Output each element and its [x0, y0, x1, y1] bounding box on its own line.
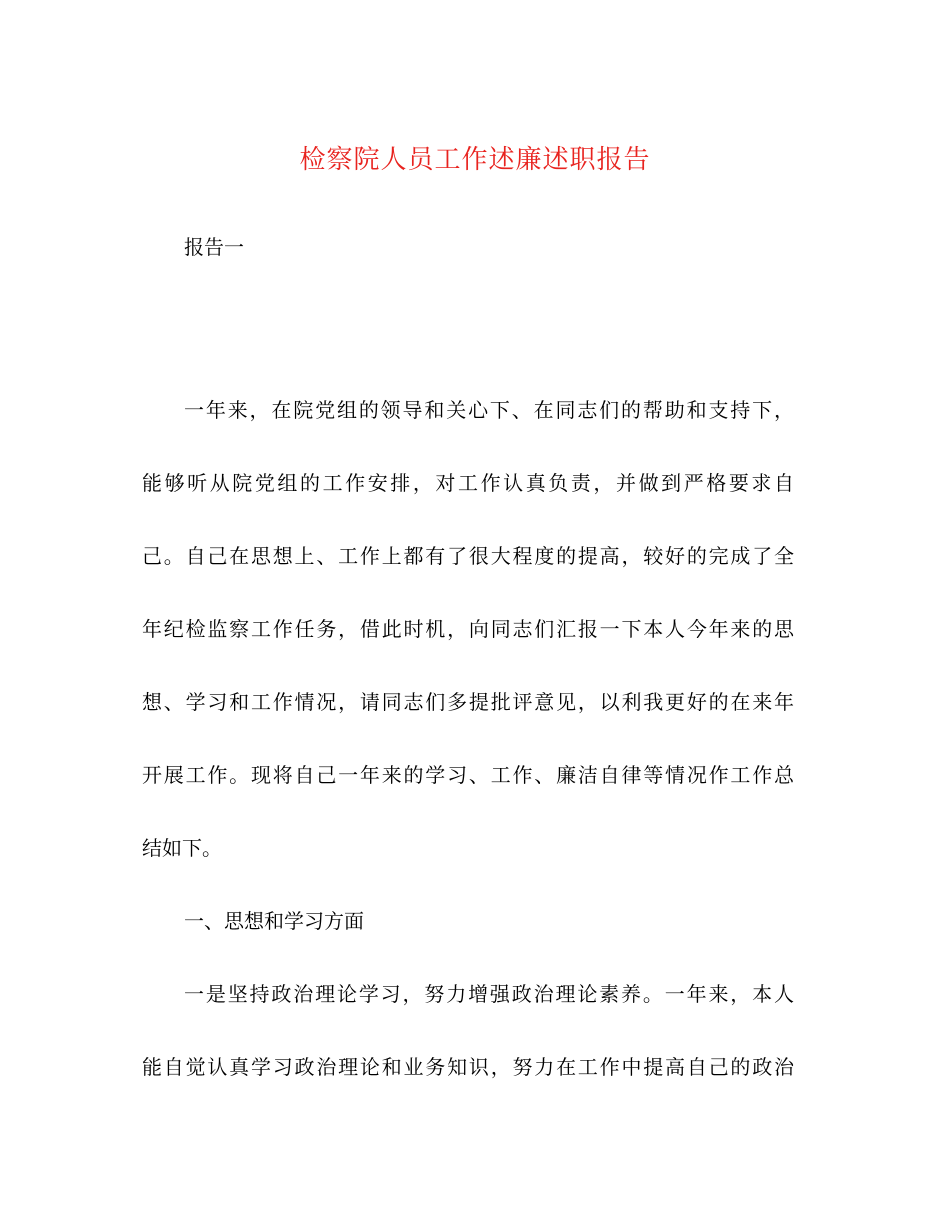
paragraph-political-theory	[142, 958, 794, 1104]
text-line: 想、学习和工作情况，请同志们多提批评意见，以利我更好的在来年	[142, 690, 794, 714]
text-line: 结如下。	[142, 836, 222, 860]
paragraph-intro	[142, 374, 794, 885]
text-line: 一年来，在院党组的领导和关心下、在同志们的帮助和支持下，	[184, 398, 794, 422]
text-line: 己。自己在思想上、工作上都有了很大程度的提高，较好的完成了全	[142, 544, 794, 568]
section-heading-thought-study	[142, 885, 794, 958]
document-body	[142, 374, 794, 1104]
text-line: 开展工作。现将自己一年来的学习、工作、廉洁自律等情况作工作总	[142, 763, 794, 787]
report-subheading: 报告一	[184, 235, 244, 259]
text-line: 一是坚持政治理论学习，努力增强政治理论素养。一年来，本人	[184, 982, 794, 1006]
text-line: 能够听从院党组的工作安排，对工作认真负责，并做到严格要求自	[142, 471, 794, 495]
text-line: 能自觉认真学习政治理论和业务知识，努力在工作中提高自己的政治	[142, 1055, 794, 1079]
text-line: 一、思想和学习方面	[184, 909, 364, 933]
document-title: 检察院人员工作述廉述职报告	[299, 145, 651, 175]
text-line: 年纪检监察工作任务，借此时机，向同志们汇报一下本人今年来的思	[142, 617, 794, 641]
